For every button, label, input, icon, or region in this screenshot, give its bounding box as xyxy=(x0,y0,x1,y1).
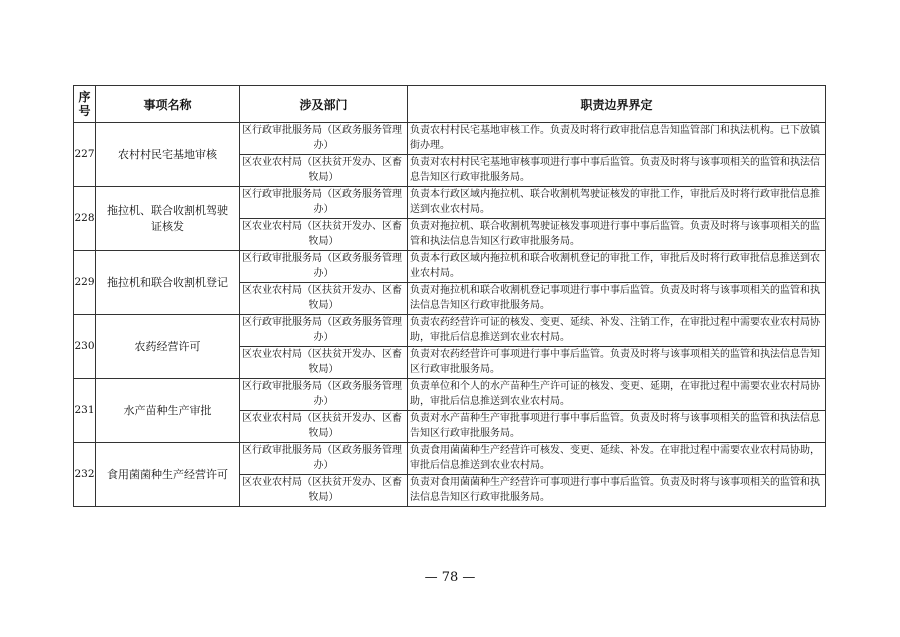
item-name: 食用菌菌种生产经营许可 xyxy=(96,443,240,507)
department-line-1: 区农业农村局（区扶贫开发办、区畜 xyxy=(242,413,402,424)
responsibility-cell: 负责农村村民宅基地审核工作。负责及时将行政审批信息告知监管部门和执法机构。已下放镇街办理。 xyxy=(408,123,826,155)
department-line-1: 区行政审批服务局（区政务服务管理 xyxy=(242,445,402,456)
table-row xyxy=(74,379,826,411)
department-line-2: 牧局） xyxy=(308,428,339,439)
department-line-2: 办） xyxy=(313,460,334,471)
row-number: 231 xyxy=(74,379,96,443)
item-name: 农村村民宅基地审核 xyxy=(96,123,240,187)
header-responsibility: 职责边界界定 xyxy=(408,86,826,123)
responsibility-cell: 负责农药经营许可证的核发、变更、延续、补发、注销工作，在审批过程中需要农业农村局协助，审批后信息推送到农业农村局。 xyxy=(408,315,826,347)
header-seq xyxy=(74,86,96,123)
responsibility-cell: 负责对食用菌菌种生产经营许可事项进行事中事后监管。负责及时将与该事项相关的监管和执法信息告知区行政审批服务局。 xyxy=(408,475,826,507)
department-cell xyxy=(240,411,408,443)
department-line-2: 办） xyxy=(313,332,334,343)
department-line-2: 牧局） xyxy=(308,236,339,247)
page-number: — 78 — xyxy=(424,570,476,585)
header-seq-bottom: 号 xyxy=(78,104,91,118)
table-body xyxy=(74,123,826,507)
header-departments: 涉及部门 xyxy=(240,86,408,123)
department-line-2: 牧局） xyxy=(308,492,339,503)
department-line-1: 区行政审批服务局（区政务服务管理 xyxy=(242,253,402,264)
department-line-1: 区农业农村局（区扶贫开发办、区畜 xyxy=(242,285,402,296)
responsibility-cell: 负责对农药经营许可事项进行事中事后监管。负责及时将与该事项相关的监管和执法信息告知区行政审批服务局。 xyxy=(408,347,826,379)
table-row xyxy=(74,251,826,283)
department-line-2: 牧局） xyxy=(308,172,339,183)
responsibility-cell: 负责本行政区域内拖拉机、联合收割机驾驶证核发的审批工作，审批后及时将行政审批信息推送到农业农村局。 xyxy=(408,187,826,219)
department-cell xyxy=(240,379,408,411)
item-name: 水产苗种生产审批 xyxy=(96,379,240,443)
department-line-2: 牧局） xyxy=(308,364,339,375)
header-item-name: 事项名称 xyxy=(96,86,240,123)
table-header-row xyxy=(74,86,826,123)
department-cell xyxy=(240,187,408,219)
department-line-2: 办） xyxy=(313,396,334,407)
responsibility-cell: 负责对拖拉机和联合收割机登记事项进行事中事后监管。负责及时将与该事项相关的监管和执法信息告知区行政审批服务局。 xyxy=(408,283,826,315)
responsibility-cell: 负责食用菌菌种生产经营许可核发、变更、延续、补发。在审批过程中需要农业农村局协助，审批后信息推送到农业农村局。 xyxy=(408,443,826,475)
department-cell xyxy=(240,475,408,507)
row-number: 227 xyxy=(74,123,96,187)
department-cell xyxy=(240,347,408,379)
row-number: 229 xyxy=(74,251,96,315)
item-name: 拖拉机、联合收割机驾驶证核发 xyxy=(96,187,240,251)
responsibility-cell: 负责单位和个人的水产苗种生产许可证的核发、变更、延期，在审批过程中需要农业农村局协助，审批后信息推送到农业农村局。 xyxy=(408,379,826,411)
department-line-2: 办） xyxy=(313,204,334,215)
row-number: 228 xyxy=(74,187,96,251)
department-line-1: 区农业农村局（区扶贫开发办、区畜 xyxy=(242,349,402,360)
department-line-2: 办） xyxy=(313,268,334,279)
department-cell xyxy=(240,219,408,251)
department-cell xyxy=(240,315,408,347)
responsibility-cell: 负责本行政区域内拖拉机和联合收割机登记的审批工作，审批后及时将行政审批信息推送到农业农村局。 xyxy=(408,251,826,283)
responsibility-cell: 负责对拖拉机、联合收割机驾驶证核发事项进行事中事后监管。负责及时将与该事项相关的监管和执法信息告知区行政审批服务局。 xyxy=(408,219,826,251)
table-row xyxy=(74,187,826,219)
department-cell xyxy=(240,123,408,155)
department-cell xyxy=(240,283,408,315)
department-line-2: 牧局） xyxy=(308,300,339,311)
responsibility-cell: 负责对水产苗种生产审批事项进行事中事后监管。负责及时将与该事项相关的监管和执法信息告知区行政审批服务局。 xyxy=(408,411,826,443)
row-number: 230 xyxy=(74,315,96,379)
table-row xyxy=(74,443,826,475)
department-line-1: 区农业农村局（区扶贫开发办、区畜 xyxy=(242,477,402,488)
department-cell xyxy=(240,251,408,283)
department-line-1: 区农业农村局（区扶贫开发办、区畜 xyxy=(242,221,402,232)
department-cell xyxy=(240,443,408,475)
item-name: 农药经营许可 xyxy=(96,315,240,379)
department-line-2: 办） xyxy=(313,140,334,151)
department-line-1: 区行政审批服务局（区政务服务管理 xyxy=(242,381,402,392)
department-line-1: 区行政审批服务局（区政务服务管理 xyxy=(242,317,402,328)
department-line-1: 区行政审批服务局（区政务服务管理 xyxy=(242,189,402,200)
table-row xyxy=(74,123,826,155)
header-seq-top: 序 xyxy=(78,90,91,104)
responsibility-table xyxy=(73,85,826,507)
department-line-1: 区行政审批服务局（区政务服务管理 xyxy=(242,125,402,136)
department-line-1: 区农业农村局（区扶贫开发办、区畜 xyxy=(242,157,402,168)
item-name: 拖拉机和联合收割机登记 xyxy=(96,251,240,315)
responsibility-cell: 负责对农村村民宅基地审核事项进行事中事后监管。负责及时将与该事项相关的监管和执法信息告知区行政审批服务局。 xyxy=(408,155,826,187)
table-row xyxy=(74,315,826,347)
department-cell xyxy=(240,155,408,187)
row-number: 232 xyxy=(74,443,96,507)
